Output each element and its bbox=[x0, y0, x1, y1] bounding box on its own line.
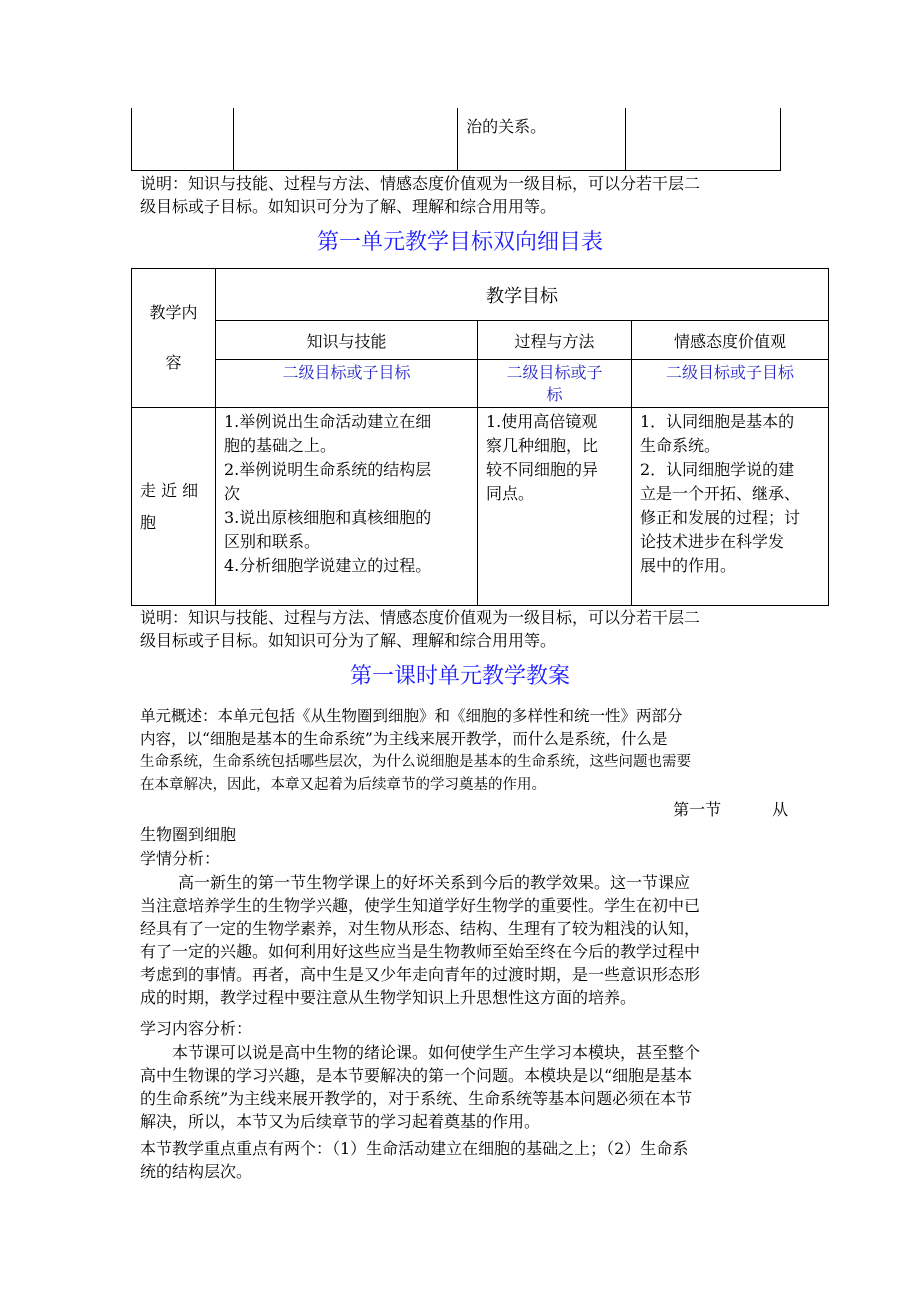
top-table-cell bbox=[132, 108, 234, 170]
note-2: 说明：知识与技能、过程与方法、情感态度价值观为一级目标，可以分若干层二 级目标或子目标。如知识可分为了解、理解和综合用用等。 bbox=[140, 608, 701, 650]
row-title: 走 近 细 胞 bbox=[132, 408, 216, 606]
content-analysis-label: 学习内容分析： bbox=[140, 1019, 253, 1038]
objectives-table bbox=[131, 268, 829, 606]
knowledge-cell: 1.举例说出生命活动建立在细 胞的基础之上。 2.举例说明生命系统的结构层 次 3.说出原核细胞和真核细胞的 区别和联系。 4.分析细胞学说建立的过程。 bbox=[216, 408, 478, 606]
table-title: 第一单元教学目标双向细目表 bbox=[316, 230, 603, 255]
student-analysis: 高一新生的第一节生物学课上的好坏关系到今后的教学效果。这一节课应 当注意培养学生的生物学兴趣，使学生知道学好生物学的重要性。学生在初中已 经具有了一定的生物学素养，对生物从形态、结构、生理有了较为粗浅的认知， 有了一定的兴趣。如何利用好这些应当是生物教师至始至终在今后的教学过程中 考虑到的事情。再者，高中生是又少年走向青年的过渡时期，是一些意识形态形 成的时期，教学过程中要注意从生物学知识上升思想性这方面的培养。 bbox=[140, 873, 701, 1007]
content-header: 教学内 容 bbox=[132, 269, 216, 408]
top-table-fragment bbox=[131, 108, 781, 171]
col-header-attitude: 情感态度价值观 bbox=[632, 321, 829, 360]
note-1: 说明：知识与技能、过程与方法、情感态度价值观为一级目标，可以分若干层二 级目标或子目标。如知识可分为了解、理解和综合用用等。 bbox=[140, 174, 701, 216]
col-header-knowledge: 知识与技能 bbox=[216, 321, 478, 360]
top-table-cell bbox=[458, 108, 626, 170]
section-heading-left: 生物圈到细胞 bbox=[140, 825, 237, 844]
sub-header: 二级目标或子目标 bbox=[216, 360, 478, 408]
content-analysis: 本节课可以说是高中生物的绪论课。如何使学生产生学习本模块，甚至整个 高中生物课的学习兴趣，是本节要解决的第一个问题。本模块是以“细胞是基本 的生命系统”为主线来展开教学的，对于系统、生命系统等基本问题必须在本节 解决，所以，本节又为后续章节的学习起着奠基的作用。 bbox=[140, 1043, 701, 1131]
goals-header: 教学目标 bbox=[216, 269, 829, 321]
student-analysis-label: 学情分析： bbox=[140, 849, 221, 868]
lesson-title: 第一课时单元教学教案 bbox=[349, 664, 570, 689]
section-heading-right: 第一节 从 bbox=[673, 800, 788, 819]
top-table-text: 治的关系。 bbox=[466, 117, 547, 136]
sub-header: 二级目标或子目标 bbox=[632, 360, 829, 408]
top-table-cell bbox=[626, 108, 781, 170]
key-points: 本节教学重点重点有两个：（1）生命活动建立在细胞的基础之上；（2）生命系 统的结构层次。 bbox=[140, 1139, 689, 1181]
top-table-cell bbox=[233, 108, 458, 170]
unit-overview: 单元概述：本单元包括《从生物圈到细胞》和《细胞的多样性和统一性》两部分 内容，以“细胞是基本的生命系统”为主线来展开教学，而什么是系统，什么是 生命系统，生命系统包括哪些层次，为什么说细胞是基本的生命系统，这些问题也需要 在本章解决，因此，本章又起着为后续章节的学习奠基的作用。 bbox=[140, 707, 691, 793]
col-header-process: 过程与方法 bbox=[478, 321, 632, 360]
process-cell: 1.使用高倍镜观 察几种细胞，比 较不同细胞的异 同点。 bbox=[478, 408, 632, 606]
sub-header: 二级目标或子 标 bbox=[478, 360, 632, 408]
attitude-cell: 1．认同细胞是基本的 生命系统。 2．认同细胞学说的建 立是一个开拓、继承、 修正和发展的过程；讨 论技术进步在科学发 展中的作用。 bbox=[632, 408, 829, 606]
